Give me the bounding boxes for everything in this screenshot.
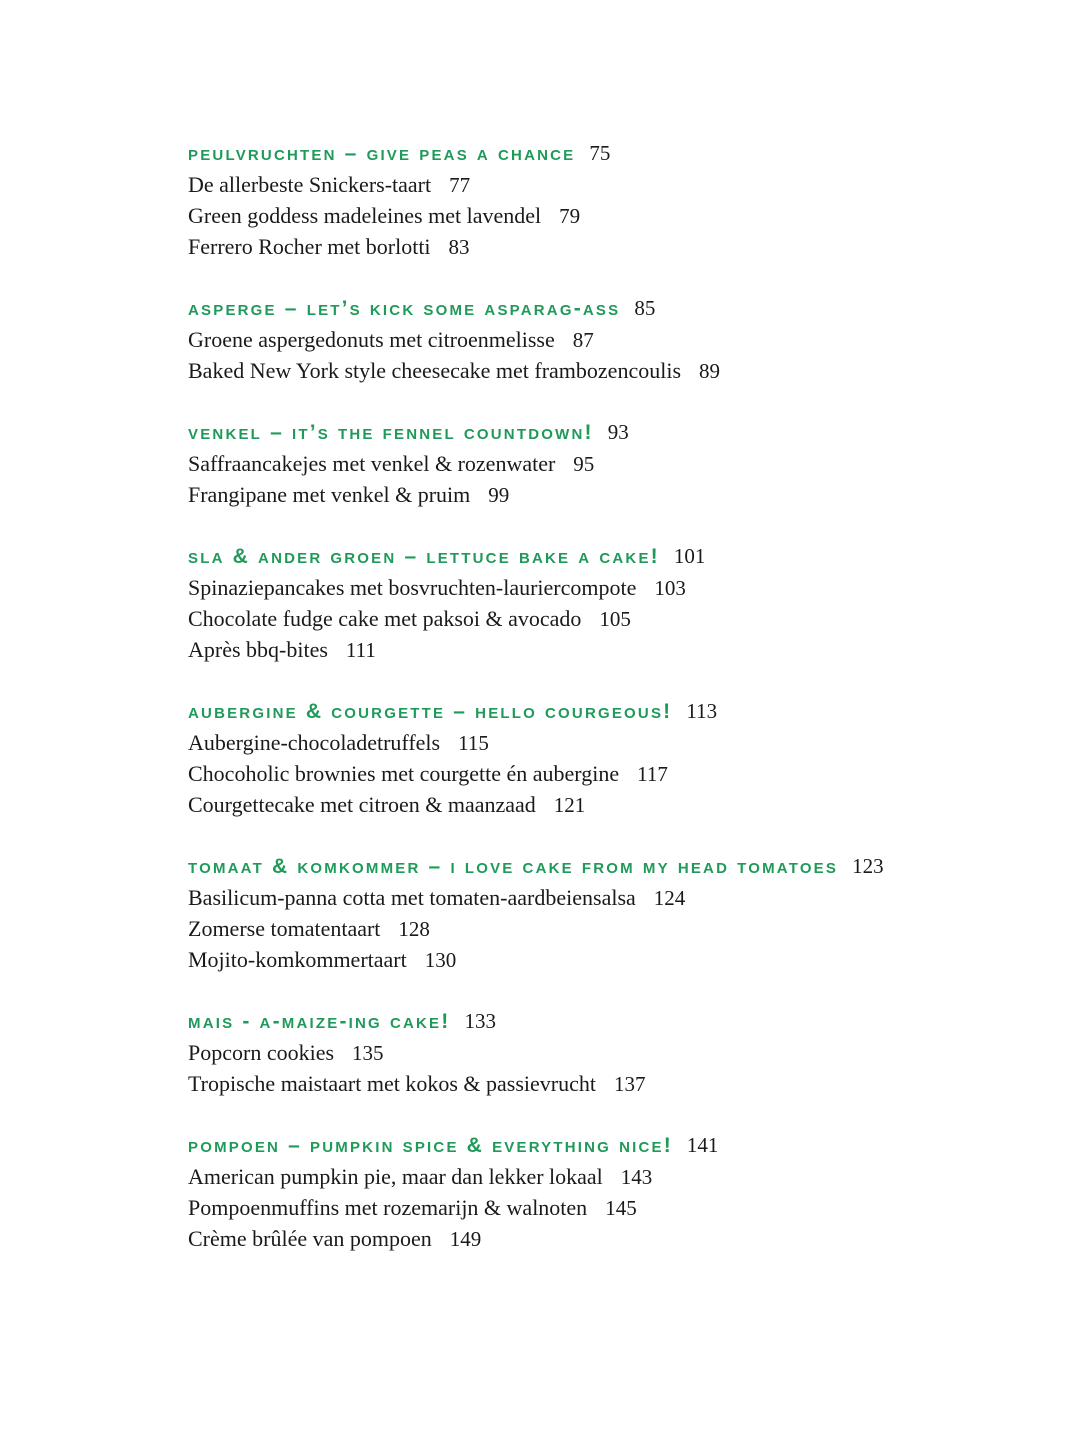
- toc-section: [188, 417, 1048, 510]
- entry-page-number: 99: [488, 483, 510, 507]
- toc-entry: [188, 1068, 1048, 1099]
- entry-title: American pumpkin pie, maar dan lekker lokaal: [188, 1164, 603, 1189]
- section-page-number: 113: [686, 699, 718, 723]
- entry-page-number: 111: [345, 638, 376, 662]
- entry-title: Groene aspergedonuts met citroenmelisse: [188, 327, 555, 352]
- section-header: [188, 1006, 1048, 1037]
- entry-page-number: 149: [449, 1227, 482, 1251]
- entry-title: Aubergine-chocoladetruffels: [188, 730, 441, 755]
- section-page-number: 101: [673, 544, 706, 568]
- entry-title: Courgettecake met citroen & maanzaad: [188, 792, 536, 817]
- toc-section: [188, 696, 1048, 820]
- entry-page-number: 124: [653, 886, 686, 910]
- section-title: venkel – it’s the fennel countdown!: [188, 421, 594, 444]
- entry-title: Saffraancakejes met venkel & rozenwater: [188, 451, 556, 476]
- section-header: [188, 1130, 1048, 1161]
- toc-entry: [188, 789, 1048, 820]
- section-header: [188, 138, 1048, 169]
- section-page-number: 133: [464, 1009, 496, 1033]
- toc-entry: [188, 572, 1048, 603]
- toc-section: [188, 541, 1048, 665]
- section-title: mais - a-maize-ing cake!: [188, 1010, 451, 1033]
- entry-title: Ferrero Rocher met borlotti: [188, 234, 431, 259]
- section-title: sla & ander groen – lettuce bake a cake!: [188, 545, 660, 568]
- section-header: [188, 696, 1048, 727]
- section-page-number: 93: [607, 420, 629, 444]
- toc-entry: [188, 479, 1048, 510]
- entry-page-number: 115: [458, 731, 489, 755]
- toc-entry: [188, 1192, 1048, 1223]
- section-page-number: 141: [686, 1133, 719, 1157]
- toc-section: [188, 851, 1048, 975]
- entry-page-number: 117: [637, 762, 668, 786]
- entry-title: Chocoholic brownies met courgette én aubergine: [188, 761, 620, 786]
- table-of-contents: [188, 138, 1048, 1285]
- entry-page-number: 83: [448, 235, 470, 259]
- entry-page-number: 128: [398, 917, 430, 941]
- section-header: [188, 417, 1048, 448]
- entry-title: Spinaziepancakes met bosvruchten-lauriercompote: [188, 575, 637, 600]
- entry-page-number: 121: [553, 793, 586, 817]
- entry-title: Pompoenmuffins met rozemarijn & walnoten: [188, 1195, 588, 1220]
- entry-page-number: 95: [573, 452, 595, 476]
- entry-page-number: 105: [599, 607, 631, 631]
- toc-entry: [188, 758, 1048, 789]
- toc-section: [188, 1130, 1048, 1254]
- toc-entry: [188, 944, 1048, 975]
- section-title: pompoen – pumpkin spice & everything nice!: [188, 1134, 673, 1157]
- entry-title: Baked New York style cheesecake met frambozencoulis: [188, 358, 682, 383]
- toc-entry: [188, 882, 1048, 913]
- entry-page-number: 145: [605, 1196, 637, 1220]
- entry-title: Frangipane met venkel & pruim: [188, 482, 471, 507]
- entry-page-number: 130: [424, 948, 457, 972]
- toc-entry: [188, 169, 1048, 200]
- toc-section: [188, 1006, 1048, 1099]
- section-title: aubergine & courgette – hello courgeous!: [188, 700, 673, 723]
- toc-entry: [188, 200, 1048, 231]
- entry-title: Tropische maistaart met kokos & passievrucht: [188, 1071, 596, 1096]
- section-title: peulvruchten – give peas a chance: [188, 142, 576, 165]
- section-header: [188, 541, 1048, 572]
- toc-section: [188, 293, 1048, 386]
- toc-entry: [188, 355, 1048, 386]
- toc-entry: [188, 727, 1048, 758]
- entry-title: Basilicum-panna cotta met tomaten-aardbeiensalsa: [188, 885, 636, 910]
- entry-title: De allerbeste Snickers-taart: [188, 172, 432, 197]
- toc-entry: [188, 634, 1048, 665]
- entry-page-number: 79: [559, 204, 581, 228]
- entry-title: Crème brûlée van pompoen: [188, 1226, 432, 1251]
- entry-title: Après bbq-bites: [188, 637, 328, 662]
- entry-page-number: 135: [352, 1041, 384, 1065]
- entry-title: Popcorn cookies: [188, 1040, 335, 1065]
- entry-page-number: 137: [613, 1072, 646, 1096]
- toc-entry: [188, 1037, 1048, 1068]
- section-page-number: 123: [852, 854, 884, 878]
- section-title: tomaat & komkommer – i love cake from my head tomatoes: [188, 855, 839, 878]
- toc-entry: [188, 448, 1048, 479]
- section-page-number: 75: [589, 141, 611, 165]
- entry-page-number: 143: [620, 1165, 653, 1189]
- toc-entry: [188, 1223, 1048, 1254]
- entry-page-number: 77: [449, 173, 471, 197]
- section-header: [188, 293, 1048, 324]
- section-header: [188, 851, 1048, 882]
- toc-entry: [188, 603, 1048, 634]
- entry-title: Mojito-komkommertaart: [188, 947, 407, 972]
- section-page-number: 85: [634, 296, 656, 320]
- toc-entry: [188, 913, 1048, 944]
- entry-title: Green goddess madeleines met lavendel: [188, 203, 542, 228]
- entry-title: Zomerse tomatentaart: [188, 916, 381, 941]
- toc-section: [188, 138, 1048, 262]
- entry-title: Chocolate fudge cake met paksoi & avocado: [188, 606, 582, 631]
- entry-page-number: 89: [699, 359, 721, 383]
- toc-entry: [188, 324, 1048, 355]
- section-title: asperge – let’s kick some asparag-ass: [188, 297, 621, 320]
- entry-page-number: 103: [654, 576, 686, 600]
- toc-entry: [188, 231, 1048, 262]
- entry-page-number: 87: [572, 328, 594, 352]
- toc-entry: [188, 1161, 1048, 1192]
